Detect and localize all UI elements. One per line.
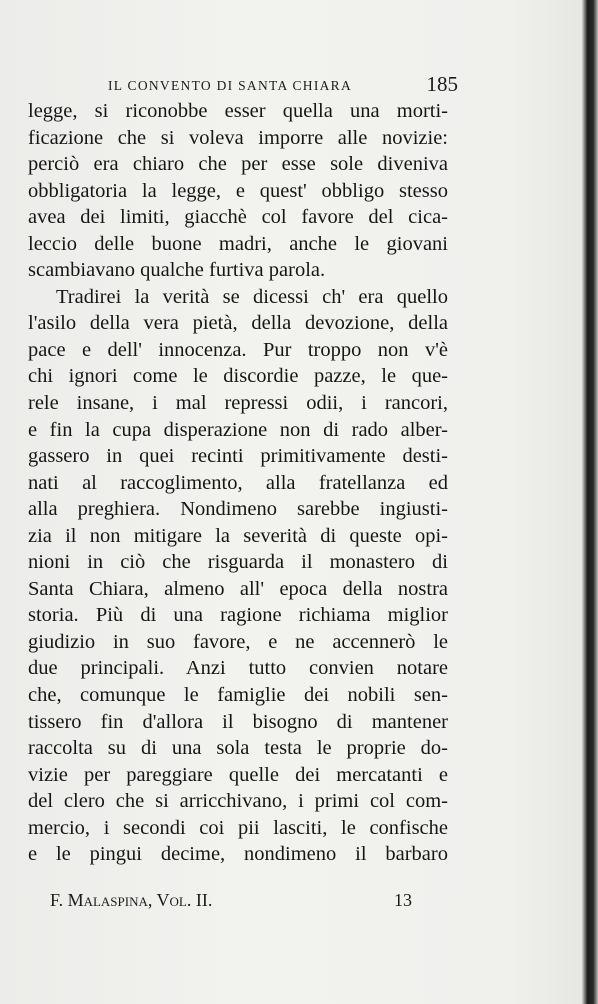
text-line: Santa Chiara, almeno all' epoca della nostra [28,577,448,600]
text-line: rele insane, i mal repressi odii, i rancori, [28,392,448,415]
text-line: l'asilo della vera pietà, della devozione, della [28,312,448,335]
text-line: tissero fin d'allora il bisogno di mantener [28,710,448,733]
signature-mark: 13 [394,890,412,910]
text-line: vizie per pareggiare quelle dei mercatanti e [28,763,448,786]
text-line: legge, si riconobbe esser quella una morti- [28,100,448,122]
running-title: IL CONVENTO DI SANTA CHIARA [108,78,353,93]
text-line: alla preghiera. Nondimeno sarebbe ingiusti- [28,498,448,521]
text-line: storia. Più di una ragione richiama miglior [28,604,448,627]
text-line: due principali. Anzi tutto convien notare [28,657,448,680]
text-line: perciò era chiaro che per esse sole diveniva [28,153,448,176]
text-line: che, comunque le famiglie dei nobili sen- [28,684,448,707]
text-line: raccolta su di una sola testa le proprie do- [28,737,448,760]
text-line: mercio, i secondi coi pii lasciti, le confische [28,816,448,839]
page-footer [50,890,412,914]
text-line: chi ignori come le discordie pazze, le que- [28,365,448,388]
text-line: pace e dell' innocenza. Pur troppo non v'è [28,338,448,361]
page-number: 185 [426,72,458,96]
text-line: zia il non mitigare la severità di queste opi- [28,524,448,547]
text-line: e fin la cupa disperazione non di rado alber- [28,418,448,441]
text-line: nati al raccoglimento, alla fratellanza ed [28,471,448,494]
text-line: e le pingui decime, nondimeno il barbaro [28,843,448,866]
text-line: Tradirei la verità se dicessi ch' era quello [56,285,448,308]
text-line: obbligatoria la legge, e quest' obbligo stesso [28,179,448,202]
text-line: giudizio in suo favore, e ne accennerò le [28,630,448,653]
text-line: leccio delle buone madri, anche le giovani [28,232,448,255]
text-line: gassero in quei recinti primitivamente desti- [28,445,448,468]
page-edge-shadow [582,0,598,1004]
page-header [108,74,458,94]
text-line: del clero che si arricchivano, i primi col com- [28,790,448,813]
text-line: nioni in ciò che risguarda il monastero di [28,551,448,574]
text-line: scambiavano qualche furtiva parola. [28,259,326,282]
printer-signature: F. Malaspina, Vol. II. [50,890,213,910]
body-text [28,98,448,868]
text-line: ficazione che si voleva imporre alle novizie: [28,126,448,149]
text-line: avea dei limiti, giacchè col favore del cica- [28,206,448,229]
